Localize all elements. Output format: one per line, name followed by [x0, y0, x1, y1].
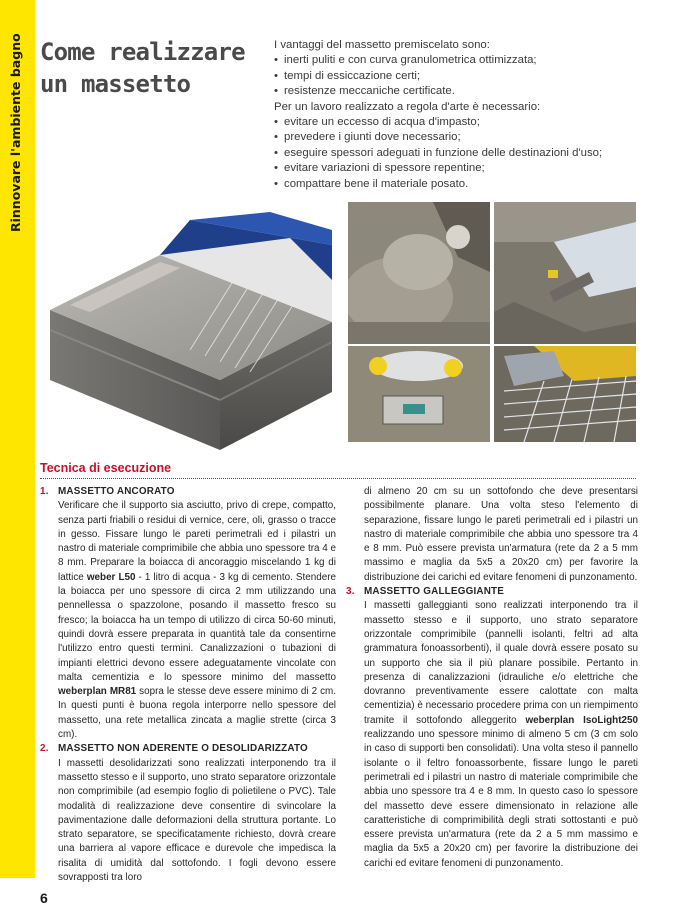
item-number: 3. [346, 586, 355, 598]
body-text: I massetti galleggianti sono realizzati interponendo tra il massetto stesso e il supporto, uno strato separatore orizzontale comprimibile (pannelli isolanti, feltri ad alta grammatura fonoassorbenti), il quale dovrà essere posato su un supporto che sia il più planare possibile. Pertanto in presenza di canalizzazioni (idrauliche e/o elettriche che dovranno preventivamente essere calottate con malta cementizia) è necessario procedere prima con un riempimento tramite il sottofondo alleggerito [364, 600, 638, 726]
body-text: - 1 litro di acqua - 3 kg di cemento. Stendere la boiacca per uno spessore di circa 2 mm utilizzando una pennellessa o spazzolone, posando il massetto fresco su fresco; la boiacca ha un tempo di utilizzo di circa 50-60 minuti, quindi dovrà essere preparata in quantità tale da consentirne l'utilizzo entro questi termini. Canalizzazioni o tubazioni di impianti elettrici devono essere adeguatamente vincolate con malta cementizia e lo spessore minimo del massetto [58, 571, 336, 683]
screed-cross-section-illustration [40, 210, 336, 455]
section-divider [40, 478, 636, 479]
product-name: weberplan MR81 [58, 686, 137, 698]
item-heading [346, 585, 638, 599]
text-column-right [346, 485, 638, 871]
product-name: weberplan IsoLight250 [525, 714, 638, 726]
requirements-list [274, 115, 664, 192]
text-column-left [40, 485, 336, 885]
intro-lead-advantages: I vantaggi del massetto premiscelato sono: [274, 39, 490, 51]
list-item: • compattare bene il materiale posato. [274, 177, 664, 192]
product-name: weber L50 [86, 571, 136, 583]
body-text: Verificare che il supporto sia asciutto, privo di crepe, compatto, senza parti friabili o residui di vernice, cere, oli, grasso o tracce in gesso. Fissare lungo le pareti perimetrali ed i pilastri un nastro di materiale comprimibile che abbia uno spessore tra 4 e 8 mm. Preparare la boiacca di ancoraggio miscelando 1 kg di lattice [58, 500, 336, 583]
side-label: Rinnovare l'ambiente bagno [8, 33, 23, 232]
list-item: • prevedere i giunti dove necessario; [274, 130, 664, 145]
item-heading [40, 485, 336, 499]
photo-compacting-screed [348, 346, 490, 442]
advantages-list [274, 53, 664, 99]
intro-lead-requirements: Per un lavoro realizzato a regola d'arte è necessario: [274, 100, 541, 113]
list-item: • resistenze meccaniche certificate. [274, 84, 664, 99]
title-line-2: un massetto [40, 70, 191, 98]
item-body-continued: di almeno 20 cm su un sottofondo che deve presentarsi possibilmente planare. Una volta steso l'elemento di separazione, fissare lungo le pareti perimetrali ed i pilastri un nastro di materiale comprimibile che abbia uno spessore tra 4 e 8 mm. Può essere prevista un'armatura (rete da 2 a 5 mm massimo e maglia da 5x5 a 20x20 cm) per favorire la distribuzione dei carichi ed evitare fenomeni di punzonamento. [364, 486, 638, 583]
item-body: I massetti desolidarizzati sono realizzati interponendo tra il massetto stesso e il supporto, uno strato separatore orizzontale non comprimibile (ad esempio foglio di polietilene o PVC). Tale modalità di realizzazione deve consentire di svincolare la pavimentazione dalle deformazioni della struttura portante. Lo strato separatore, se specificatamente richiesto, dovrà creare una barriera al vapore efficace e durevole che impedisca la risalita di umidità dal sottofondo. I fogli devono essere sovrapposti tra loro [58, 757, 336, 884]
item-heading-text: MASSETTO GALLEGGIANTE [364, 586, 505, 598]
page-number: 6 [40, 890, 48, 906]
item-heading [40, 742, 336, 756]
page-title [40, 36, 260, 100]
photo-reinforcement-mesh [494, 346, 636, 442]
item-number: 1. [40, 486, 49, 497]
section-title: Tecnica di esecuzione [40, 461, 172, 475]
item-body [346, 599, 638, 871]
item-heading-text: MASSETTO NON ADERENTE O DESOLIDARIZZATO [58, 743, 308, 755]
list-item: • evitare un eccesso di acqua d'impasto; [274, 115, 664, 130]
list-item: • evitare variazioni di spessore repentine; [274, 161, 664, 176]
list-item: • inerti puliti e con curva granulometrica ottimizzata; [274, 53, 664, 68]
body-text: sopra le stesse deve essere minimo di 2 cm. In questi punti è buona regola interporre nello spessore del massetto, una rete metallica zincata a maglie strette (circa 3 cm). [58, 686, 336, 741]
list-item: • tempi di essiccazione certi; [274, 69, 664, 84]
item-body [40, 499, 336, 742]
list-item: • eseguire spessori adeguati in funzione delle destinazioni d'uso; [274, 146, 664, 161]
item-number: 2. [40, 743, 49, 755]
photo-leveling-trowel [494, 202, 636, 344]
intro-block [274, 38, 664, 192]
title-line-1: Come realizzare [40, 38, 245, 66]
body-text: realizzando uno spessore minimo di almeno 5 cm (3 cm solo in caso di supporti ben consolidati). Una volta steso il pannello isolante o il feltro fonoassorbente, fissare lungo le pareti perimetrali ed i pilastri un nastro di materiale comprimibile che abbia uno spessore tra 4 e 8 mm. In questo caso lo spessore del massetto deve essere dimensionato in relazione alle caratteristiche di comprimibilità degli strati sottostanti e può essere prevista un'armatura (rete da 2 a 5 mm massimo e maglia da 5x5 a 20x20 cm) per favorire la distribuzione dei carichi ed evitare fenomeni di punzonamento. [364, 729, 638, 869]
item-heading-text: MASSETTO ANCORATO [58, 486, 175, 497]
photo-pouring-screed [348, 202, 490, 344]
